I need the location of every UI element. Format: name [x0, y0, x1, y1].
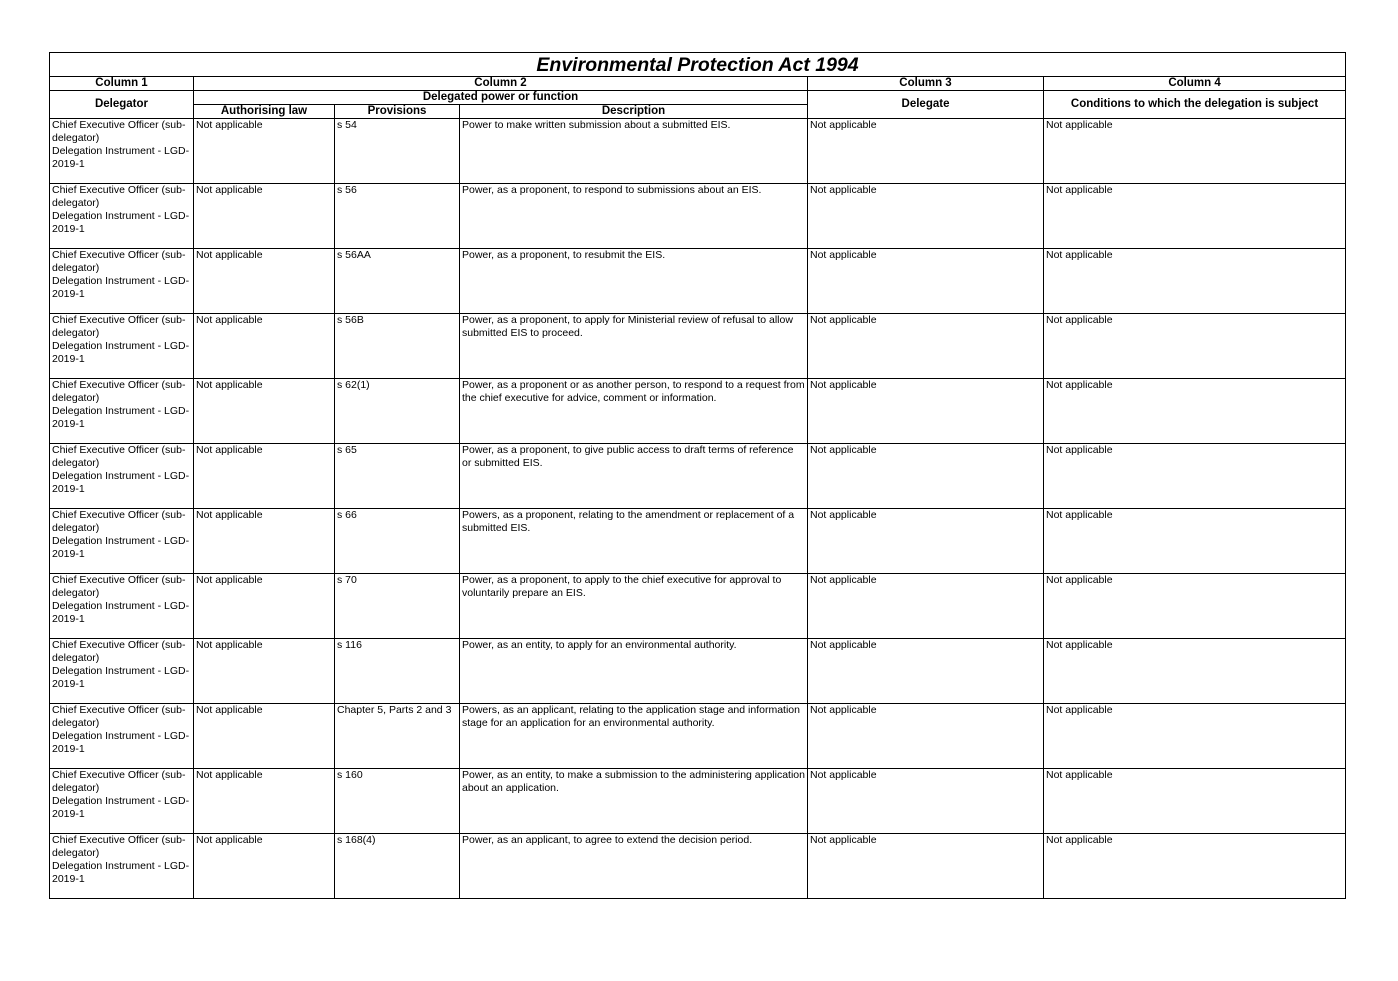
authorising-law-cell: Not applicable [194, 249, 335, 314]
table-row [50, 574, 1346, 639]
provisions-cell: s 56 [335, 184, 460, 249]
delegate-cell: Not applicable [808, 444, 1044, 509]
authorising-law-header: Authorising law [194, 105, 335, 119]
delegate-cell: Not applicable [808, 509, 1044, 574]
delegate-cell: Not applicable [808, 314, 1044, 379]
authorising-law-cell: Not applicable [194, 184, 335, 249]
delegator-cell: Chief Executive Officer (sub-delegator) Delegation Instrument - LGD-2019-1 [50, 314, 194, 379]
description-cell: Power to make written submission about a submitted EIS. [460, 119, 808, 184]
authorising-law-cell: Not applicable [194, 574, 335, 639]
authorising-law-cell: Not applicable [194, 834, 335, 899]
description-cell: Power, as a proponent, to apply to the chief executive for approval to voluntarily prepare an EIS. [460, 574, 808, 639]
table-row [50, 119, 1346, 184]
header-row-1 [50, 91, 1346, 105]
table-row [50, 509, 1346, 574]
conditions-cell: Not applicable [1044, 834, 1346, 899]
column-2-header: Column 2 [194, 77, 808, 91]
authorising-law-cell: Not applicable [194, 314, 335, 379]
provisions-cell: Chapter 5, Parts 2 and 3 [335, 704, 460, 769]
conditions-cell: Not applicable [1044, 704, 1346, 769]
authorising-law-cell: Not applicable [194, 769, 335, 834]
description-cell: Power, as a proponent, to respond to submissions about an EIS. [460, 184, 808, 249]
delegator-header: Delegator [50, 91, 194, 119]
conditions-header: Conditions to which the delegation is subject [1044, 91, 1346, 119]
authorising-law-cell: Not applicable [194, 119, 335, 184]
delegator-cell: Chief Executive Officer (sub-delegator) Delegation Instrument - LGD-2019-1 [50, 704, 194, 769]
provisions-cell: s 66 [335, 509, 460, 574]
provisions-cell: s 65 [335, 444, 460, 509]
delegate-header: Delegate [808, 91, 1044, 119]
conditions-cell: Not applicable [1044, 639, 1346, 704]
table-row [50, 639, 1346, 704]
delegator-cell: Chief Executive Officer (sub-delegator) Delegation Instrument - LGD-2019-1 [50, 119, 194, 184]
provisions-cell: s 62(1) [335, 379, 460, 444]
description-cell: Powers, as a proponent, relating to the amendment or replacement of a submitted EIS. [460, 509, 808, 574]
delegator-cell: Chief Executive Officer (sub-delegator) Delegation Instrument - LGD-2019-1 [50, 834, 194, 899]
delegator-cell: Chief Executive Officer (sub-delegator) Delegation Instrument - LGD-2019-1 [50, 509, 194, 574]
delegate-cell: Not applicable [808, 834, 1044, 899]
description-header: Description [460, 105, 808, 119]
delegate-cell: Not applicable [808, 704, 1044, 769]
delegator-cell: Chief Executive Officer (sub-delegator) Delegation Instrument - LGD-2019-1 [50, 249, 194, 314]
conditions-cell: Not applicable [1044, 509, 1346, 574]
description-cell: Power, as an applicant, to agree to extend the decision period. [460, 834, 808, 899]
table-row [50, 249, 1346, 314]
table-title: Environmental Protection Act 1994 [50, 53, 1346, 77]
delegate-cell: Not applicable [808, 639, 1044, 704]
conditions-cell: Not applicable [1044, 444, 1346, 509]
conditions-cell: Not applicable [1044, 184, 1346, 249]
table-row [50, 769, 1346, 834]
delegator-cell: Chief Executive Officer (sub-delegator) Delegation Instrument - LGD-2019-1 [50, 444, 194, 509]
provisions-cell: s 56B [335, 314, 460, 379]
delegation-table [49, 52, 1346, 899]
description-cell: Power, as a proponent, to apply for Ministerial review of refusal to allow submitted EIS to proceed. [460, 314, 808, 379]
authorising-law-cell: Not applicable [194, 444, 335, 509]
delegate-cell: Not applicable [808, 769, 1044, 834]
description-cell: Power, as a proponent or as another person, to respond to a request from the chief executive for advice, comment or information. [460, 379, 808, 444]
table-row [50, 314, 1346, 379]
authorising-law-cell: Not applicable [194, 509, 335, 574]
provisions-cell: s 70 [335, 574, 460, 639]
provisions-cell: s 160 [335, 769, 460, 834]
column-3-header: Column 3 [808, 77, 1044, 91]
delegator-cell: Chief Executive Officer (sub-delegator) Delegation Instrument - LGD-2019-1 [50, 379, 194, 444]
delegator-cell: Chief Executive Officer (sub-delegator) Delegation Instrument - LGD-2019-1 [50, 574, 194, 639]
delegator-cell: Chief Executive Officer (sub-delegator) Delegation Instrument - LGD-2019-1 [50, 639, 194, 704]
delegator-cell: Chief Executive Officer (sub-delegator) Delegation Instrument - LGD-2019-1 [50, 769, 194, 834]
provisions-cell: s 54 [335, 119, 460, 184]
column-number-row [50, 77, 1346, 91]
conditions-cell: Not applicable [1044, 379, 1346, 444]
delegate-cell: Not applicable [808, 119, 1044, 184]
table-row [50, 184, 1346, 249]
provisions-header: Provisions [335, 105, 460, 119]
conditions-cell: Not applicable [1044, 314, 1346, 379]
conditions-cell: Not applicable [1044, 249, 1346, 314]
delegator-cell: Chief Executive Officer (sub-delegator) Delegation Instrument - LGD-2019-1 [50, 184, 194, 249]
description-cell: Power, as an entity, to make a submission to the administering application about an application. [460, 769, 808, 834]
table-row [50, 834, 1346, 899]
description-cell: Power, as a proponent, to give public access to draft terms of reference or submitted EIS. [460, 444, 808, 509]
conditions-cell: Not applicable [1044, 574, 1346, 639]
delegate-cell: Not applicable [808, 249, 1044, 314]
table-row [50, 444, 1346, 509]
delegate-cell: Not applicable [808, 574, 1044, 639]
delegate-cell: Not applicable [808, 379, 1044, 444]
table-row [50, 704, 1346, 769]
delegate-cell: Not applicable [808, 184, 1044, 249]
description-cell: Power, as a proponent, to resubmit the EIS. [460, 249, 808, 314]
column-1-header: Column 1 [50, 77, 194, 91]
conditions-cell: Not applicable [1044, 119, 1346, 184]
provisions-cell: s 168(4) [335, 834, 460, 899]
conditions-cell: Not applicable [1044, 769, 1346, 834]
description-cell: Powers, as an applicant, relating to the application stage and information stage for an application for an environmental authority. [460, 704, 808, 769]
provisions-cell: s 56AA [335, 249, 460, 314]
table-row [50, 379, 1346, 444]
delegated-power-header: Delegated power or function [194, 91, 808, 105]
title-row [50, 53, 1346, 77]
authorising-law-cell: Not applicable [194, 639, 335, 704]
authorising-law-cell: Not applicable [194, 379, 335, 444]
provisions-cell: s 116 [335, 639, 460, 704]
description-cell: Power, as an entity, to apply for an environmental authority. [460, 639, 808, 704]
column-4-header: Column 4 [1044, 77, 1346, 91]
authorising-law-cell: Not applicable [194, 704, 335, 769]
